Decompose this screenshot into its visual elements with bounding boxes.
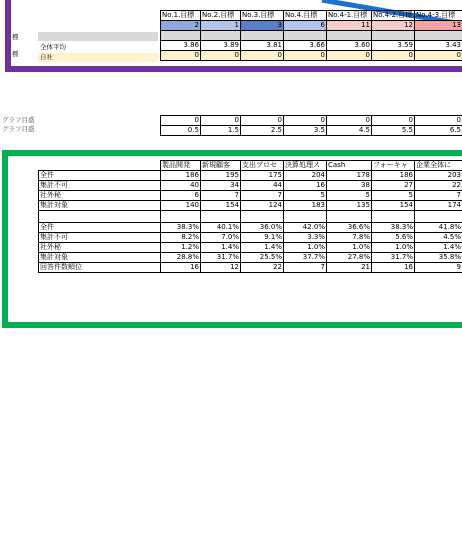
goal-header-row: [161, 11, 462, 21]
count-row: [39, 191, 462, 201]
graph-scale-label: グラフ目盛: [2, 125, 35, 133]
average-cell[interactable]: 3.81: [241, 41, 284, 51]
graph-scale-table: [160, 115, 462, 136]
percent-cell[interactable]: 31.7%: [372, 253, 415, 263]
rank-cell[interactable]: 2: [161, 21, 201, 31]
rank-cell[interactable]: 11: [327, 21, 372, 31]
percent-row: [39, 223, 462, 233]
stats-table: [38, 160, 462, 273]
percent-cell[interactable]: 37.7%: [284, 253, 327, 263]
blank-cell[interactable]: [201, 31, 241, 41]
graph-cell[interactable]: 1.5: [201, 126, 241, 136]
goal-header[interactable]: No.4-1.目標: [327, 11, 372, 21]
blank-label-cell: [38, 32, 158, 41]
category-header-row: [39, 161, 462, 171]
count-cell[interactable]: 178: [327, 171, 372, 181]
percent-cell[interactable]: 31.7%: [201, 253, 241, 263]
goal-header[interactable]: No.3.目標: [241, 11, 284, 21]
category-header[interactable]: 新規顧客: [201, 161, 241, 171]
spacer-cell[interactable]: [372, 211, 415, 223]
category-header[interactable]: 企業全体に: [415, 161, 462, 171]
graph-cell[interactable]: 0: [284, 116, 327, 126]
count-cell[interactable]: 27: [372, 181, 415, 191]
rank-order-cell[interactable]: 16: [161, 263, 201, 273]
rank-order-cell[interactable]: 9: [415, 263, 462, 273]
count-cell[interactable]: 7: [415, 191, 462, 201]
spacer-row: [39, 211, 462, 223]
percent-cell[interactable]: 9.1%: [241, 233, 284, 243]
spacer-cell[interactable]: [201, 211, 241, 223]
average-cell[interactable]: 3.66: [284, 41, 327, 51]
count-cell[interactable]: 154: [201, 201, 241, 211]
rank-cell[interactable]: 12: [372, 21, 415, 31]
percent-cell[interactable]: 38.3%: [161, 223, 201, 233]
average-cell[interactable]: 3.59: [372, 41, 415, 51]
count-row: [39, 181, 462, 191]
blank-cell[interactable]: [372, 31, 415, 41]
spacer-cell[interactable]: [161, 211, 201, 223]
rank-cell[interactable]: 13: [415, 21, 462, 31]
own-cell[interactable]: 0: [372, 51, 415, 61]
count-cell[interactable]: 195: [201, 171, 241, 181]
side-mark: 標: [12, 50, 19, 58]
percent-cell[interactable]: 3.3%: [284, 233, 327, 243]
count-cell[interactable]: 186: [161, 171, 201, 181]
graph-cell[interactable]: 0: [372, 116, 415, 126]
category-header[interactable]: 決算処理ス: [284, 161, 327, 171]
row-label[interactable]: 集計不可: [39, 181, 161, 191]
count-cell[interactable]: 44: [241, 181, 284, 191]
own-cell[interactable]: 0: [241, 51, 284, 61]
row-label[interactable]: 集計不可: [39, 233, 161, 243]
percent-cell[interactable]: 25.5%: [241, 253, 284, 263]
count-cell[interactable]: 6: [161, 191, 201, 201]
own-cell[interactable]: 0: [284, 51, 327, 61]
graph-row: [161, 116, 462, 126]
rank-cell[interactable]: 6: [284, 21, 327, 31]
percent-cell[interactable]: 38.3%: [372, 223, 415, 233]
average-cell[interactable]: 3.60: [327, 41, 372, 51]
count-cell[interactable]: 135: [327, 201, 372, 211]
percent-cell[interactable]: 28.8%: [161, 253, 201, 263]
goal-header[interactable]: No.1.目標: [161, 11, 201, 21]
percent-row: [39, 243, 462, 253]
percent-cell[interactable]: 1.0%: [327, 243, 372, 253]
percent-row: [39, 233, 462, 243]
blank-row: [161, 31, 462, 41]
average-cell[interactable]: 3.43: [415, 41, 462, 51]
own-cell[interactable]: 0: [327, 51, 372, 61]
corner-cell: [39, 161, 161, 171]
blank-cell[interactable]: [241, 31, 284, 41]
graph-cell[interactable]: 3.5: [284, 126, 327, 136]
count-cell[interactable]: 175: [241, 171, 284, 181]
category-header[interactable]: 支出プロセ: [241, 161, 284, 171]
spacer-cell[interactable]: [327, 211, 372, 223]
percent-cell[interactable]: 41.8%: [415, 223, 462, 233]
count-cell[interactable]: 5: [284, 191, 327, 201]
percent-cell[interactable]: 36.6%: [327, 223, 372, 233]
score-table: [160, 10, 462, 61]
goal-header[interactable]: No.2.目標: [201, 11, 241, 21]
count-cell[interactable]: 124: [241, 201, 284, 211]
row-label[interactable]: 全件: [39, 171, 161, 181]
count-row: [39, 201, 462, 211]
percent-cell[interactable]: 8.2%: [161, 233, 201, 243]
own-cell[interactable]: 0: [415, 51, 462, 61]
percent-cell[interactable]: 7.8%: [327, 233, 372, 243]
percent-cell[interactable]: 7.0%: [201, 233, 241, 243]
rank-order-cell[interactable]: 21: [327, 263, 372, 273]
graph-cell[interactable]: 0: [201, 116, 241, 126]
count-cell[interactable]: 5: [327, 191, 372, 201]
average-row: [161, 41, 462, 51]
category-header[interactable]: 製品開発: [161, 161, 201, 171]
percent-cell[interactable]: 4.5%: [415, 233, 462, 243]
count-cell[interactable]: 204: [284, 171, 327, 181]
percent-cell[interactable]: 42.0%: [284, 223, 327, 233]
percent-cell[interactable]: 40.1%: [201, 223, 241, 233]
rank-cell[interactable]: 1: [201, 21, 241, 31]
graph-scale-label: グラフ目盛: [2, 116, 35, 124]
percent-cell[interactable]: 1.4%: [201, 243, 241, 253]
count-cell[interactable]: 183: [284, 201, 327, 211]
own-cell[interactable]: 0: [201, 51, 241, 61]
blank-cell[interactable]: [415, 31, 462, 41]
rank-order-cell[interactable]: 22: [241, 263, 284, 273]
rank-order-row: [39, 263, 462, 273]
graph-cell[interactable]: 0: [241, 116, 284, 126]
percent-cell[interactable]: 1.0%: [284, 243, 327, 253]
count-cell[interactable]: 203: [415, 171, 462, 181]
row-label[interactable]: 集計対象: [39, 253, 161, 263]
percent-row: [39, 253, 462, 263]
percent-cell[interactable]: 1.2%: [161, 243, 201, 253]
spacer-cell[interactable]: [241, 211, 284, 223]
rank-order-cell[interactable]: 7: [284, 263, 327, 273]
rank-order-cell[interactable]: 16: [372, 263, 415, 273]
blank-cell[interactable]: [327, 31, 372, 41]
percent-cell[interactable]: 1.0%: [372, 243, 415, 253]
goal-header[interactable]: No.4-3.目標: [415, 11, 462, 21]
rank-order-cell[interactable]: 12: [201, 263, 241, 273]
rank-row: [161, 21, 462, 31]
row-label[interactable]: 社外秘: [39, 243, 161, 253]
spacer-cell[interactable]: [39, 211, 161, 223]
count-cell[interactable]: 174: [415, 201, 462, 211]
graph-cell[interactable]: 2.5: [241, 126, 284, 136]
blank-cell[interactable]: [284, 31, 327, 41]
rank-cell[interactable]: 3: [241, 21, 284, 31]
graph-cell[interactable]: 6.5: [415, 126, 462, 136]
graph-row: [161, 126, 462, 136]
count-cell[interactable]: 22: [415, 181, 462, 191]
percent-cell[interactable]: 1.4%: [415, 243, 462, 253]
count-cell[interactable]: 5: [372, 191, 415, 201]
row-label[interactable]: 回答件数順位: [39, 263, 161, 273]
count-cell[interactable]: 186: [372, 171, 415, 181]
graph-cell[interactable]: 0: [327, 116, 372, 126]
percent-cell[interactable]: 35.8%: [415, 253, 462, 263]
count-cell[interactable]: 16: [284, 181, 327, 191]
count-cell[interactable]: 140: [161, 201, 201, 211]
row-label[interactable]: 全件: [39, 223, 161, 233]
count-row: [39, 171, 462, 181]
count-cell[interactable]: 154: [372, 201, 415, 211]
percent-cell[interactable]: 36.0%: [241, 223, 284, 233]
graph-cell[interactable]: 0: [161, 116, 201, 126]
percent-cell[interactable]: 5.6%: [372, 233, 415, 243]
count-cell[interactable]: 40: [161, 181, 201, 191]
own-company-row: [161, 51, 462, 61]
own-cell[interactable]: 0: [161, 51, 201, 61]
graph-cell[interactable]: 0: [415, 116, 462, 126]
count-cell[interactable]: 38: [327, 181, 372, 191]
count-cell[interactable]: 34: [201, 181, 241, 191]
spacer-cell[interactable]: [284, 211, 327, 223]
side-mark: 標: [12, 33, 19, 41]
row-label[interactable]: 社外秘: [39, 191, 161, 201]
percent-cell[interactable]: 27.8%: [327, 253, 372, 263]
blank-cell[interactable]: [161, 31, 201, 41]
count-cell[interactable]: 7: [241, 191, 284, 201]
average-label: 全体平均: [40, 43, 66, 51]
goal-header[interactable]: No.4.目標: [284, 11, 327, 21]
own-company-label: 自社: [38, 53, 158, 62]
category-header[interactable]: Cash: [327, 161, 372, 171]
spacer-cell[interactable]: [415, 211, 462, 223]
percent-cell[interactable]: 1.4%: [241, 243, 284, 253]
goal-header[interactable]: No.4-2.目標: [372, 11, 415, 21]
average-cell[interactable]: 3.86: [161, 41, 201, 51]
graph-cell[interactable]: 5.5: [372, 126, 415, 136]
count-cell[interactable]: 7: [201, 191, 241, 201]
graph-cell[interactable]: 0.5: [161, 126, 201, 136]
row-label[interactable]: 集計対象: [39, 201, 161, 211]
category-header[interactable]: フォーキャ: [372, 161, 415, 171]
graph-cell[interactable]: 4.5: [327, 126, 372, 136]
average-cell[interactable]: 3.89: [201, 41, 241, 51]
